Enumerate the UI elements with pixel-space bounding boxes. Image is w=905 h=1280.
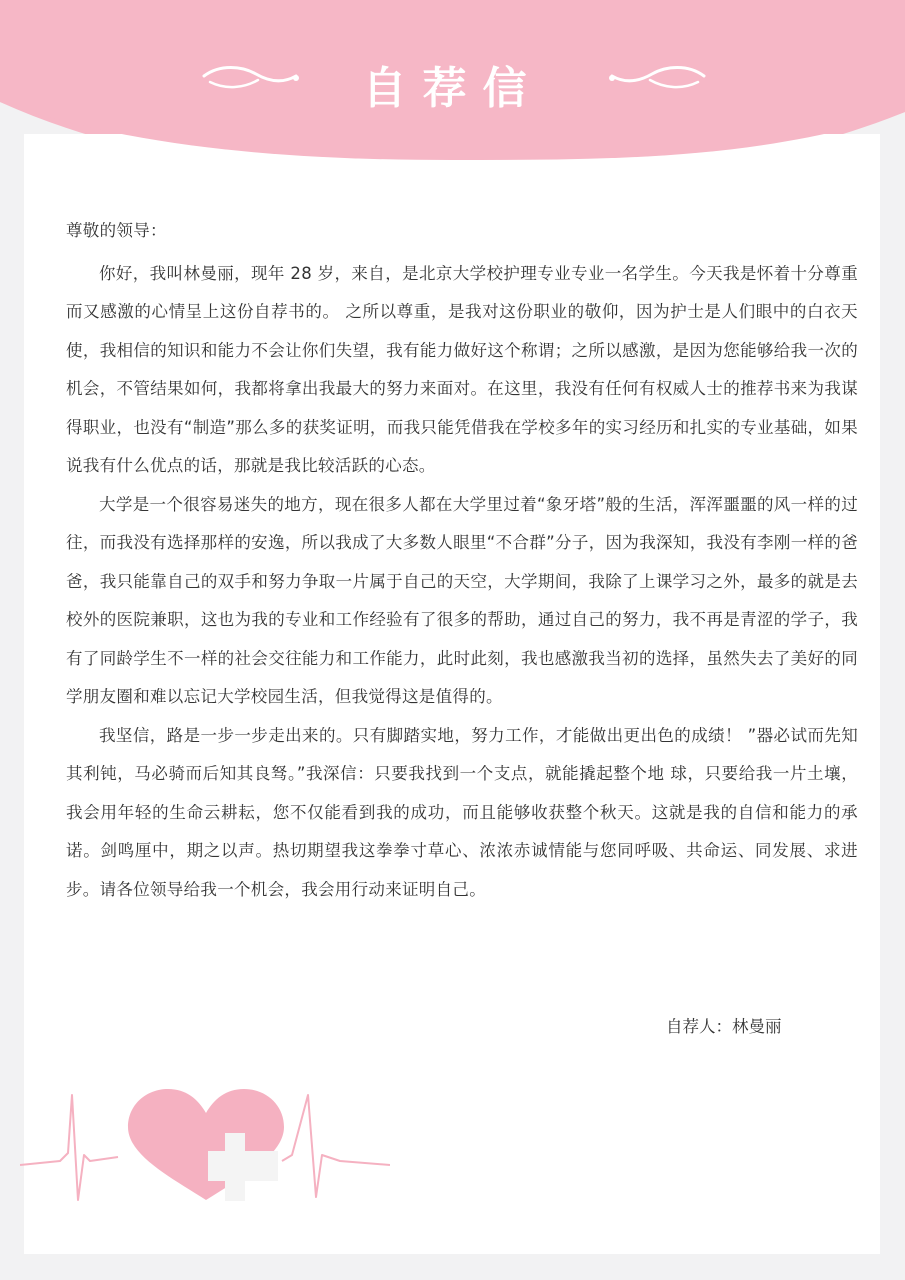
signature: 自荐人：林曼丽 — [666, 1017, 782, 1036]
page-title: 自荐信 — [362, 63, 543, 114]
letter-body — [66, 212, 858, 909]
paragraph-university: 大学是一个很容易迷失的地方，现在很多人都在大学里过着“象牙塔”般的生活，浑浑噩噩的风一样的过往，而我没有选择那样的安逸，所以我成了大多数人眼里“不合群”分子，因为我深知，我没有李刚一样的爸爸，我只能靠自己的双手和努力争取一片属于自己的天空，大学期间，我除了上课学习之外，最多的就是去校外的医院兼职，这也为我的专业和工作经验有了很多的帮助，通过自己的努力，我不再是青涩的学子，我有了同龄学生不一样的社会交往能力和工作能力，此时此刻，我也感激我当初的选择，虽然失去了美好的同学朋友圈和难以忘记大学校园生活，但我觉得这是值得的。 — [66, 494, 858, 706]
heart-with-cross-icon — [20, 1085, 390, 1205]
paragraph-intro: 你好，我叫林曼丽，现年 28 岁，来自，是北京大学校护理专业专业一名学生。今天我是怀着十分尊重而又感激的心情呈上这份自荐书的。 之所以尊重，是我对这份职业的敬仰，因为护士是人们眼中的白衣天使，我相信的知识和能力不会让你们失望，我有能力做好这个称谓；之所以感激，是因为您能够给我一次的机会，不管结果如何，我都将拿出我最大的努力来面对。在这里，我没有任何有权威人士的推荐书来为我谋得职业，也没有“制造”那么多的获奖证明，而我只能凭借我在学校多年的实习经历和扎实的专业基础，如果说我有什么优点的话，那就是我比较活跃的心态。 — [66, 263, 858, 475]
paragraph-conviction: 我坚信，路是一步一步走出来的。只有脚踏实地，努力工作，才能做出更出色的成绩！ ”器必试而先知其利钝，马必骑而后知其良驽。”我深信：只要我找到一个支点，就能撬起整个地 球，只要给我一片土壤，我会用年轻的生命云耕耘，您不仅能看到我的成功，而且能够收获整个秋天。这就是我的自信和能力的承诺。剑鸣厘中，期之以声。热切期望我这拳拳寸草心、浓浓赤诚情能与您同呼吸、共命运、同发展、求进步。请各位领导给我一个机会，我会用行动来证明自己。 — [66, 725, 858, 899]
salutation: 尊敬的领导： — [66, 221, 167, 240]
